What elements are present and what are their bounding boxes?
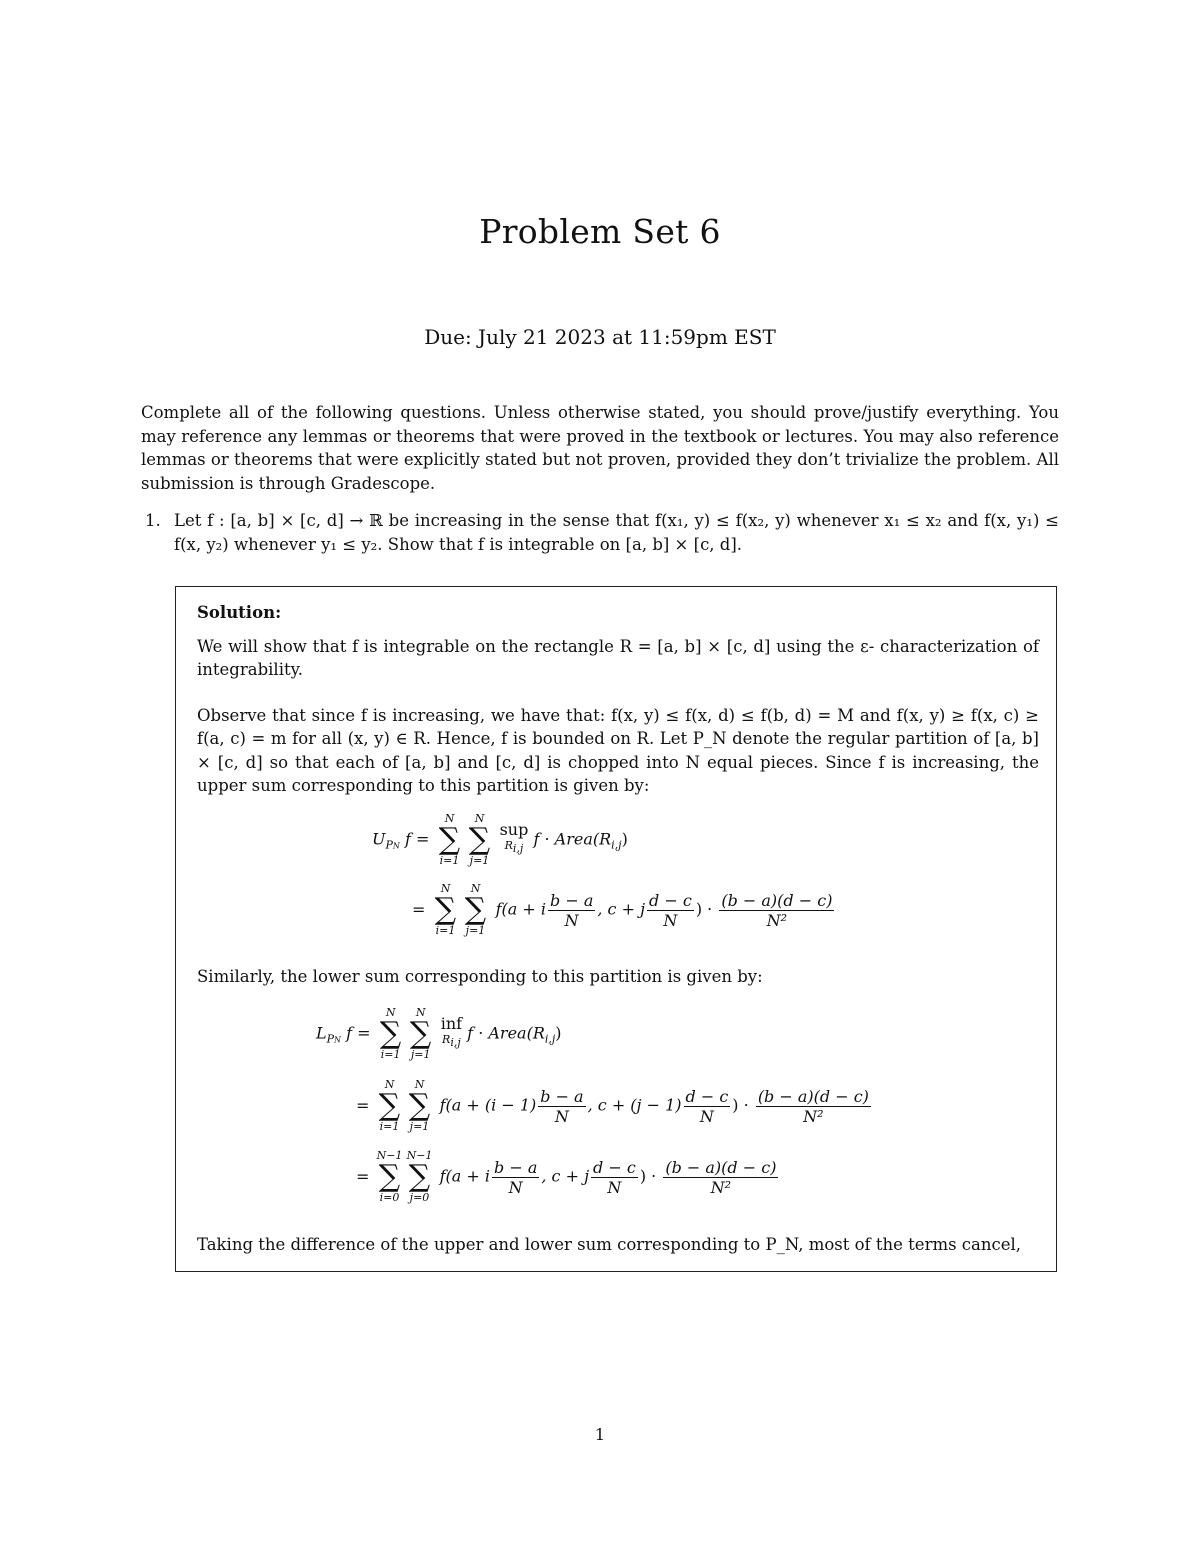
page-number: 1 xyxy=(594,1425,606,1444)
solution-box xyxy=(175,586,1057,1272)
area-close: ) xyxy=(621,829,628,849)
summand: f(a + i xyxy=(439,1166,490,1186)
sup-subscript: $R_{i,j}$ xyxy=(504,839,524,856)
problem-1 xyxy=(141,509,1059,557)
solution-heading: Solution: xyxy=(197,603,282,622)
sum-j: N ∑ j=1 xyxy=(409,1006,432,1061)
equals-sign: = xyxy=(416,829,430,849)
upper-sum-symbol: U xyxy=(372,829,386,849)
fraction-area: $\frac{(b - a)(d - c)}{\text{N²}}$ xyxy=(721,890,833,930)
area-subscript: i,j xyxy=(611,838,622,852)
upper-sum-line-2 xyxy=(392,883,836,937)
lower-sum-line-1: $L_{PN}$ f = N ∑ i=1 N ∑ j=1 inf $R_{i,j}$ $f \cdot Area(R_{i,j})$ xyxy=(316,1006,562,1061)
due-date: Due: July 21 2023 at 11:59pm EST xyxy=(424,325,776,349)
sum-i: N ∑ i=1 xyxy=(379,1006,402,1061)
sum-upper-limit: N xyxy=(474,812,485,825)
equals-sign: = xyxy=(412,899,426,919)
sigma-symbol: ∑ xyxy=(438,822,461,857)
lower-sum-line-2: = N ∑ i=1 N ∑ j=1 f(a + (i − 1) $\frac{b - a}{N}$ , c + (j − 1) $\frac{d - c}{N}$ ) · $\frac{(b - a)(d - c)}{\text{N²}}$ xyxy=(356,1078,869,1133)
sum-lower-limit: i=1 xyxy=(439,854,460,867)
fraction-ba-over-n: $\frac{b - a}{N}$ xyxy=(540,1086,584,1126)
solution-para-2: Observe that since f is increasing, we have that: f(x, y) ≤ f(x, d) ≤ f(b, d) = M and f(x, y) ≥ f(x, c) ≥ f(a, c) = m for all (x, y) ∈ R. Hence, f is bounded on R. Let P_N denote the regular partition of [a, b] × [c, d] so that each of [a, b] and [c, d] is chopped into N equal pieces. Since f is increasing, the upper sum corresponding to this partition is given by: xyxy=(197,705,1039,795)
solution-para-3: Similarly, the lower sum corresponding to this partition is given by: xyxy=(197,967,763,986)
sum-j: N ∑ j=1 xyxy=(408,1078,431,1133)
fraction-area: $\frac{(b - a)(d - c)}{\text{N²}}$ xyxy=(757,1086,869,1126)
fraction-dc-over-n: $\frac{d - c}{N}$ xyxy=(649,890,692,930)
upper-sum-subsubscript: N xyxy=(392,841,400,851)
problem-statement-part2: Show that f is integrable on [a, b] × [c, d]. xyxy=(387,535,743,554)
sum-j xyxy=(465,813,495,867)
sum-lower-limit: j=1 xyxy=(469,854,490,867)
page-title: Problem Set 6 xyxy=(479,212,721,251)
intro-paragraph: Complete all of the following questions. Unless otherwise stated, you should prove/justify everything. You may reference any lemmas or theorems that were proved in the textbook or lectures. You may also reference lemmas or theorems that were explicitly stated but not proven, provided they don’t trivialize the problem. All submission is through Gradescope. xyxy=(141,403,1059,493)
lower-sum-symbol: L xyxy=(316,1023,327,1043)
lower-sum-line-3: = N−1 ∑ i=0 N−1 ∑ j=0 f(a + i $\frac{b - a}{N}$ , c + j $\frac{d - c}{N}$ ) · $\frac{(b - a)(d - c)}{\text{N²}}$ xyxy=(356,1149,777,1204)
sum-i: N ∑ i=1 xyxy=(434,882,457,937)
problem-number: 1. xyxy=(145,511,161,530)
sum-upper-limit: N xyxy=(444,812,455,825)
sup-label: sup xyxy=(499,820,529,840)
summand-mid: , c + j xyxy=(597,899,646,919)
inf-operator: inf $R_{i,j}$ xyxy=(440,1014,463,1050)
area-term: · Area(R xyxy=(478,1023,545,1043)
fraction-ba-over-n: $\frac{b - a}{N}$ xyxy=(494,1157,538,1197)
problem-statement-part1: Let f : [a, b] × [c, d] → ℝ be increasing in the sense that f(x₁, y) ≤ f(x₂, y) whenever x₁ ≤ x₂ and f(x, y₁) ≤ f(x, y₂) whenever y₁ ≤ y₂. xyxy=(174,511,1059,554)
sigma-symbol: ∑ xyxy=(468,822,491,857)
solution-para-4: Taking the difference of the upper and lower sum corresponding to P_N, most of the terms cancel, xyxy=(197,1235,1022,1254)
sum-j0: N−1 ∑ j=0 xyxy=(406,1149,433,1204)
sum-i xyxy=(435,813,465,867)
summand-close: ) · xyxy=(695,899,713,919)
sum-j: N ∑ j=1 xyxy=(464,882,487,937)
equals-sign: = xyxy=(357,1023,371,1043)
upper-sum-subscript: P xyxy=(385,838,393,852)
eq-f: f xyxy=(404,829,411,849)
solution-content xyxy=(197,601,1039,798)
sum-i0: N−1 ∑ i=0 xyxy=(376,1149,403,1204)
summand: f(a + (i − 1) xyxy=(439,1095,537,1115)
upper-sum-line-1 xyxy=(372,813,628,867)
sum-i: N ∑ i=1 xyxy=(378,1078,401,1133)
problem-statement xyxy=(174,509,1059,557)
fraction-dc-over-n: $\frac{d - c}{N}$ xyxy=(685,1086,729,1126)
solution-para-1: We will show that f is integrable on the rectangle R = [a, b] × [c, d] using the ε- characterization of integrability. xyxy=(197,636,1039,679)
summand: f(a + i xyxy=(495,899,546,919)
fraction-ba-over-n: $\frac{b - a}{N}$ xyxy=(550,890,594,930)
lower-sum-subscript: P xyxy=(326,1032,335,1046)
eq-f: f xyxy=(533,829,540,849)
fraction-area: $\frac{(b - a)(d - c)}{\text{N²}}$ xyxy=(665,1157,777,1197)
area-term: · Area(R xyxy=(544,829,612,849)
sup-operator xyxy=(500,822,529,857)
fraction-dc-over-n: $\frac{d - c}{N}$ xyxy=(593,1157,636,1197)
